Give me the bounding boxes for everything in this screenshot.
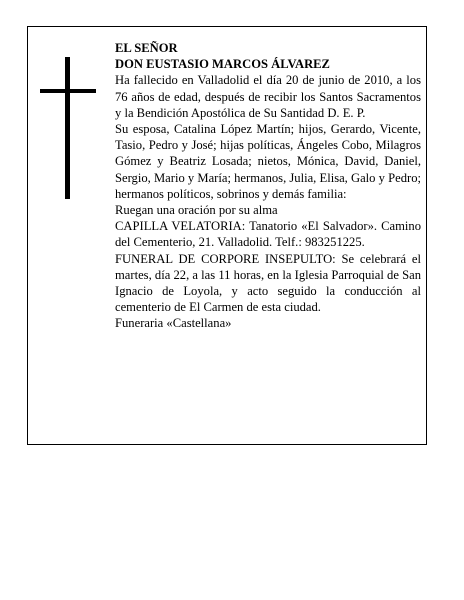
obituary-text: [115, 40, 421, 332]
funeral-info: FUNERAL DE CORPORE INSEPULTO: Se celebrará el martes, día 22, a las 11 horas, en la Iglesia Parroquial de San Ignacio de Loyola, y acto seguido la conducción al cementerio de El Carmen de esta ciudad.: [115, 251, 421, 315]
death-announcement: Ha fallecido en Valladolid el día 20 de junio de 2010, a los 76 años de edad, después de recibir los Santos Sacramentos y la Bendición Apostólica de Su Santidad D. E. P.: [115, 73, 421, 120]
chapel-info: CAPILLA VELATORIA: Tanatorio «El Salvador». Camino del Cementerio, 21. Valladolid. Telf.: 983251225.: [115, 219, 421, 250]
deceased-name: DON EUSTASIO MARCOS ÁLVAREZ: [115, 57, 330, 72]
obituary-notice: [27, 26, 427, 445]
family-list: Su esposa, Catalina López Martín; hijos, Gerardo, Vicente, Tasio, Pedro y José; hijas políticas, Ángeles Cobo, Milagros Gómez y Beatriz Losada; nietos, Mónica, David, Daniel, Sergio, Mario y María; hermanos, Julia, Elisa, Galo y Pedro; hermanos políticos, sobrinos y demás familia:: [115, 122, 421, 201]
cross-vertical-bar: [65, 57, 70, 199]
cross-horizontal-bar: [40, 89, 96, 93]
funeral-home: Funeraria «Castellana»: [115, 316, 232, 331]
honorific: EL SEÑOR: [115, 41, 178, 55]
cross-icon: [40, 57, 96, 199]
prayer-request: Ruegan una oración por su alma: [115, 203, 278, 218]
